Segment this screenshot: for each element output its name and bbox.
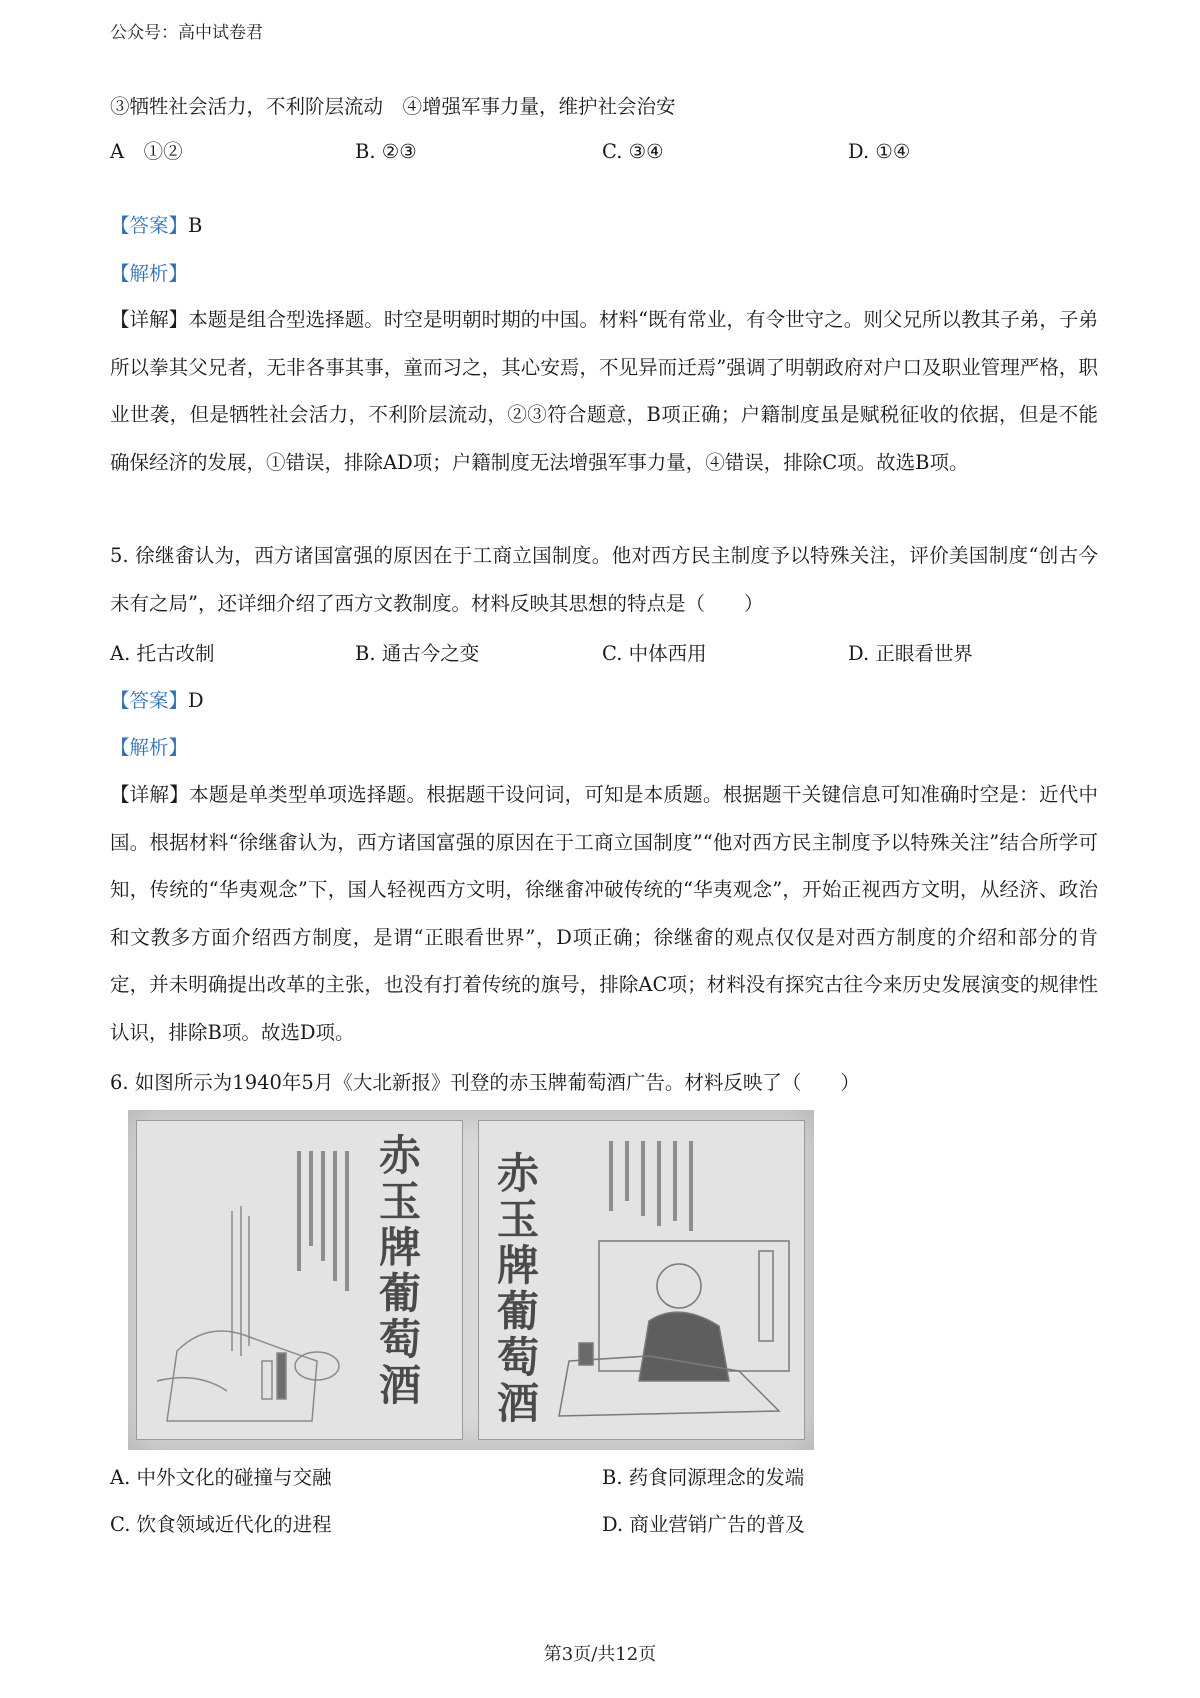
page-footer: 第3页/共12页 [543,1644,657,1665]
q4-detail-label: 【详解】 [110,308,189,331]
q5-option-a: A. 托古改制 [110,642,215,665]
q4-detail-text: 本题是组合型选择题。时空是明朝时期的中国。材料“既有常业，有令世守之。则父兄所以教其子弟，子弟所以拳其父兄者，无非各事其事，童而习之，其心安焉，不见异而迁焉”强调了明朝政府对户口及职业管理严格，职业世袭，但是牺牲社会活力，不利阶层流动，②③符合题意，B项正确；户籍制度虽是赋税征收的依据，但是不能确保经济的发展，①错误，排除AD项；户籍制度无法增强军事力量，④错误，排除C项。故选B项。 [110,308,1098,474]
q4-analysis-label: 【解析】 [110,262,189,285]
q6-stem: 6. 如图所示为1940年5月《大北新报》刊登的赤玉牌葡萄酒广告。材料反映了（ ） [110,1071,860,1094]
q5-analysis-label: 【解析】 [110,736,189,759]
q5-option-b: B. 通古今之变 [355,642,480,665]
ad-right-brand-text: 赤玉牌葡萄酒 [491,1151,540,1427]
wine-advertisement-image [128,1110,814,1450]
q4-option-b: B. ②③ [355,140,417,163]
q5-stem: 5. 徐继畬认为，西方诸国富强的原因在于工商立国制度。他对西方民主制度予以特殊关注，评价美国制度“创古今未有之局”，还详细介绍了西方文教制度。材料反映其思想的特点是（ ） [110,544,1098,615]
q4-option-c: C. ③④ [602,140,664,163]
q5-answer-value: D [188,689,204,712]
q4-answer-label: 【答案】 [110,214,189,237]
q5-detail-label: 【详解】 [110,783,190,806]
q6-option-d: D. 商业营销广告的普及 [602,1513,805,1536]
ad-panel-left [136,1120,463,1440]
q5-option-c: C. 中体西用 [602,642,707,665]
q4-option-a: A ①② [110,140,183,163]
q5-detail-text: 本题是单类型单项选择题。根据题干设问词，可知是本质题。根据题干关键信息可知准确时空是：近代中国。根据材料“徐继畬认为，西方诸国富强的原因在于工商立国制度”“他对西方民主制度予以特殊关注”结合所学可知，传统的“华夷观念”下，国人轻视西方文明，徐继畬冲破传统的“华夷观念”，开始正视西方文明，从经济、政治和文教多方面介绍西方制度，是谓“正眼看世界”，D项正确；徐继畬的观点仅仅是对西方制度的介绍和部分的肯定，并未明确提出改革的主张，也没有打着传统的旗号，排除AC项；材料没有探究古往今来历史发展演变的规律性认识，排除B项。故选D项。 [110,783,1098,1044]
q5-detail [110,771,1098,1056]
q4-detail [110,296,1098,486]
q6-option-b: B. 药食同源理念的发端 [602,1466,805,1489]
q6-option-a: A. 中外文化的碰撞与交融 [110,1466,332,1489]
q5-option-d: D. 正眼看世界 [848,642,973,665]
page-header: 公众号：高中试卷君 [110,23,263,43]
q4-answer [110,213,202,239]
q5-answer-label: 【答案】 [110,689,189,712]
q4-tail-line: ③牺牲社会活力，不利阶层流动 ④增强军事力量，维护社会治安 [110,95,676,118]
q6-option-c: C. 饮食领域近代化的进程 [110,1513,332,1536]
ad-panel-right [478,1120,805,1440]
q5-answer [110,688,204,714]
ad-left-brand-text: 赤玉牌葡萄酒 [373,1133,422,1409]
q4-answer-value: B [188,214,203,237]
q4-option-d: D. ①④ [848,140,911,163]
